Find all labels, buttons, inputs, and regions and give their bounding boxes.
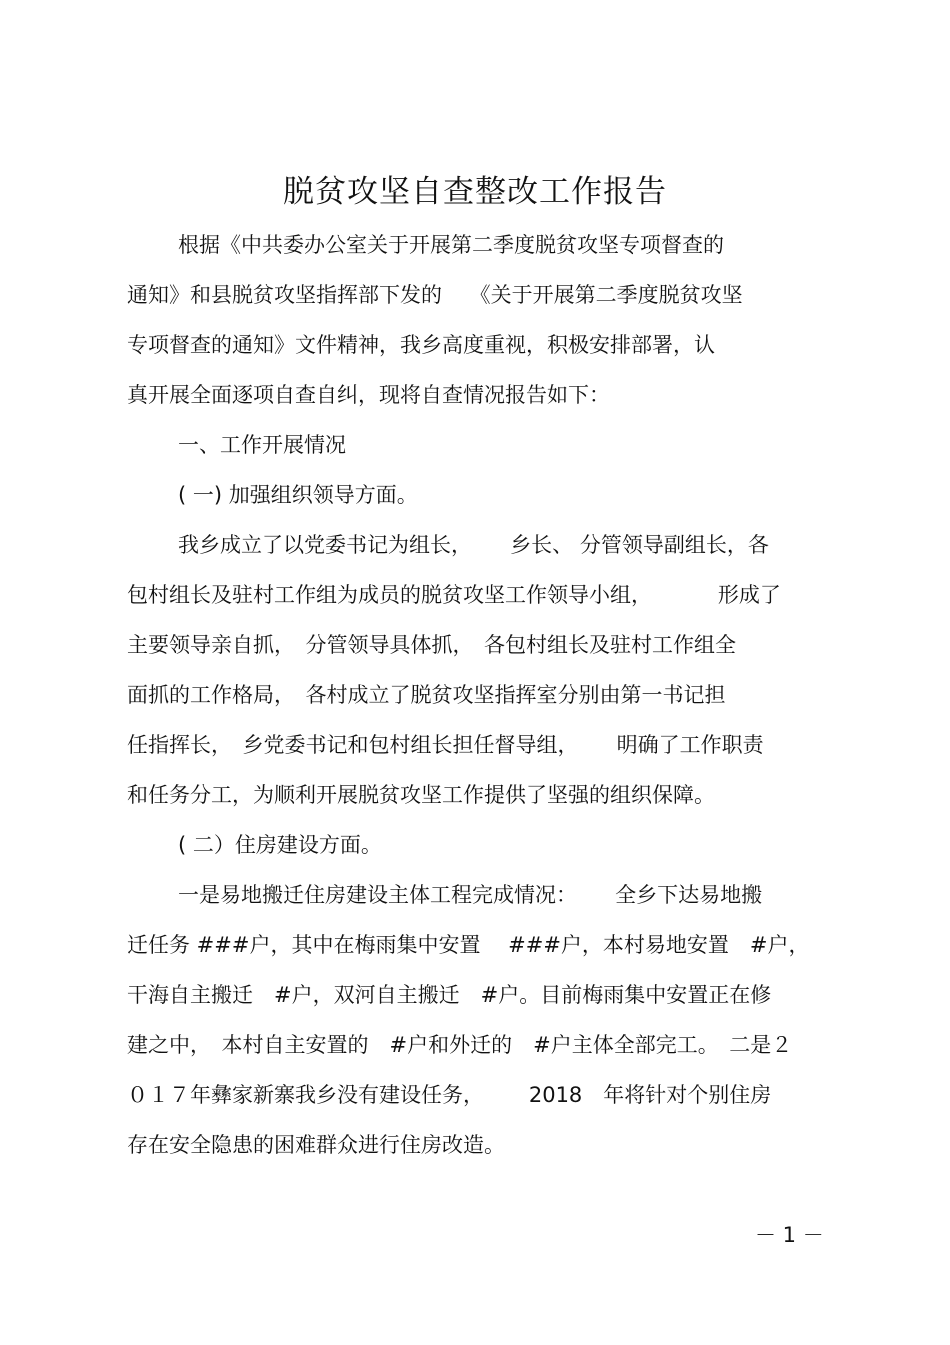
page-number: － 1 － — [755, 1223, 824, 1247]
paragraph-line: 和任务分工，为顺利开展脱贫攻坚工作提供了坚强的组织保障。 — [127, 783, 715, 807]
paragraph-line: 一是易地搬迁住房建设主体工程完成情况： 全乡下达易地搬 — [178, 883, 763, 907]
paragraph-line: 迁任务 ###户，其中在梅雨集中安置 ###户，本村易地安置 #户， — [127, 933, 810, 957]
paragraph-line: 我乡成立了以党委书记为组长， 乡长、 分管领导副组长，各 — [178, 533, 769, 557]
document-title: 脱贫攻坚自查整改工作报告 — [283, 174, 667, 210]
paragraph-line: 面抓的工作格局， 各村成立了脱贫攻坚指挥室分别由第一书记担 — [127, 683, 726, 707]
subsection-heading: ( 二）住房建设方面。 — [178, 833, 382, 857]
paragraph-line: 任指挥长， 乡党委书记和包村组长担任督导组， 明确了工作职责 — [127, 733, 764, 757]
paragraph-line: 包村组长及驻村工作组为成员的脱贫攻坚工作领导小组， 形成了 — [127, 583, 781, 607]
paragraph-line: 主要领导亲自抓， 分管领导具体抓， 各包村组长及驻村工作组全 — [127, 633, 736, 657]
paragraph-line: 通知》和县脱贫攻坚指挥部下发的 《关于开展第二季度脱贫攻坚 — [127, 283, 743, 307]
paragraph-line: 干海自主搬迁 #户，双河自主搬迁 #户。目前梅雨集中安置正在修 — [127, 983, 772, 1007]
paragraph-line: 存在安全隐患的困难群众进行住房改造。 — [127, 1133, 505, 1157]
section-heading: 一、工作开展情况 — [178, 433, 346, 457]
subsection-heading: ( 一) 加强组织领导方面。 — [178, 483, 418, 507]
paragraph-line: 真开展全面逐项自查自纠，现将自查情况报告如下： — [127, 383, 610, 407]
paragraph-line: ０１７年彝家新寨我乡没有建设任务， 2018 年将针对个别住房 — [127, 1083, 772, 1107]
paragraph-line: 建之中， 本村自主安置的 #户和外迁的 #户主体全部完工。 二是２ — [127, 1033, 793, 1057]
paragraph-line: 根据《中共委办公室关于开展第二季度脱贫攻坚专项督查的 — [178, 233, 724, 257]
paragraph-line: 专项督查的通知》文件精神，我乡高度重视，积极安排部署，认 — [127, 333, 715, 357]
